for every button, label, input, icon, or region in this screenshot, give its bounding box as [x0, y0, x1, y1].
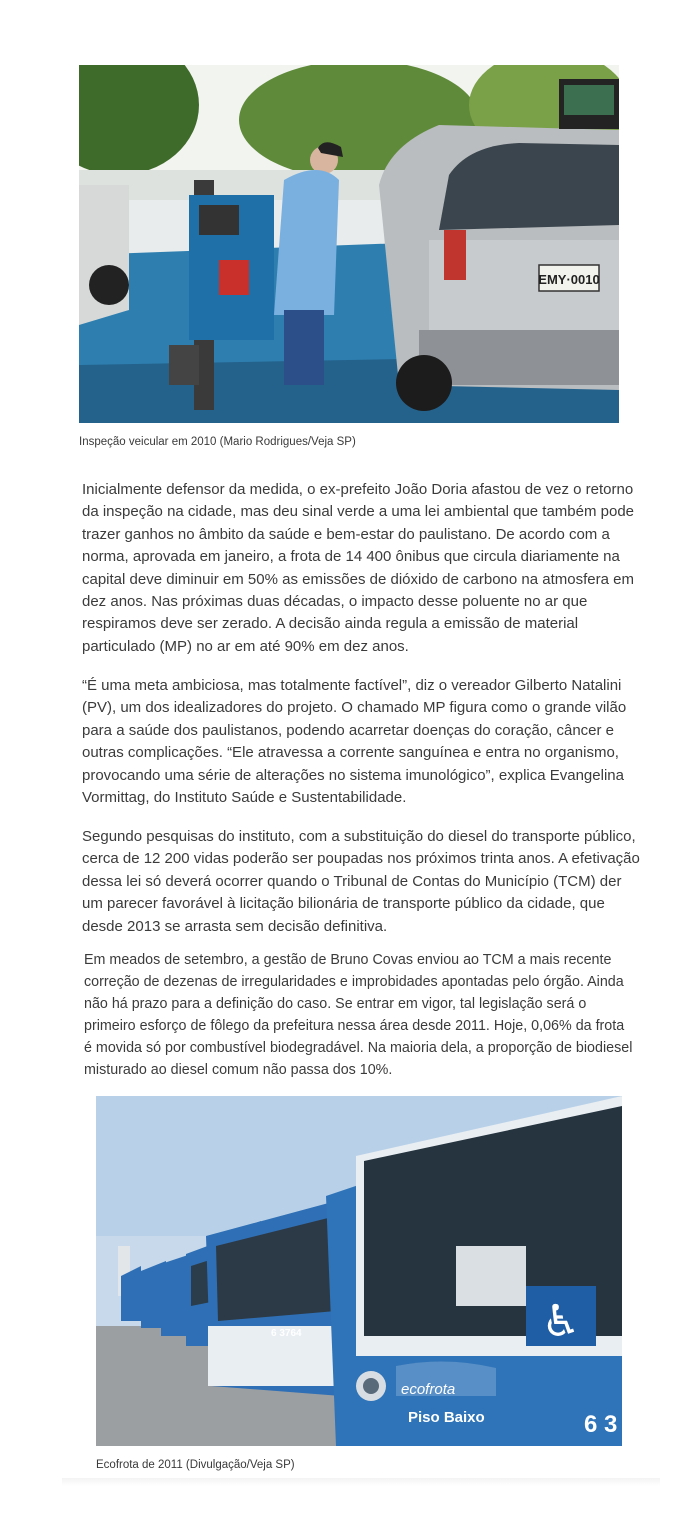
bus-number-text: 6 3764	[271, 1328, 302, 1339]
figure-caption: Inspeção veicular em 2010 (Mario Rodrigues/Veja SP)	[79, 436, 356, 448]
content-card-bottom-edge	[62, 1478, 660, 1486]
article-paragraph: Segundo pesquisas do instituto, com a substituição do diesel do transporte público, cerca de 12 200 vidas poderão ser poupadas nos próximos trinta anos. A efetivação dessa lei só deverá ocorrer quando o Tribunal de Contas do Município (TCM) der um parecer favorável à licitação bilionária de transporte público da cidade, que desde 2013 se arrasta sem decisão definitiva.	[82, 828, 640, 935]
ecofrota-buses-photo	[96, 1096, 622, 1446]
piso-baixo-text: Piso Baixo	[408, 1409, 485, 1426]
article-paragraph: Em meados de setembro, a gestão de Bruno Covas enviou ao TCM a mais recente correção de dezenas de irregularidades e improbidades apontadas pelo órgão. Ainda não há prazo para a definição do caso. Se entrar em vigor, tal legislação será o primeiro esforço de fôlego da prefeitura nessa área desde 2011. Hoje, 0,06% da frota é movida só por combustível biodegradável. Na maioria dela, a proporção de biodiesel misturado ao diesel comum não passa dos 10%.	[84, 952, 633, 1078]
article-paragraph: Inicialmente defensor da medida, o ex-prefeito João Doria afastou de vez o retorno da inspeção na cidade, mas deu sinal verde a uma lei ambiental que também pode trazer ganhos no âmbito da saúde e bem-estar do paulistano. De acordo com a norma, aprovada em janeiro, a frota de 14 400 ônibus que circula diariamente na capital deve diminuir em 50% as emissões de dióxido de carbono na atmosfera em dez anos. Nas próximas duas décadas, o impacto desse poluente no ar que respiramos deve ser zerado. A decisão ainda regula a emissão de material particulado (MP) no ar em até 90% em dez anos.	[82, 481, 635, 655]
front-number-text: 6 3	[584, 1411, 618, 1438]
ecofrota-logo-text: ecofrota	[401, 1381, 456, 1398]
article-paragraph: “É uma meta ambiciosa, mas totalmente factível”, diz o vereador Gilberto Natalini (PV), um dos idealizadores do projeto. O chamado MP figura como o grande vilão para a saúde dos paulistanos, podendo acarretar doenças do coração, câncer e outras complicações. “Ele atravessa a corrente sanguínea e entra no organismo, provocando uma série de alterações no sistema imunológico”, explica Evangelina Vormittag, do Instituto Saúde e Sustentabilidade.	[82, 677, 627, 807]
figure-caption: Ecofrota de 2011 (Divulgação/Veja SP)	[96, 1459, 295, 1471]
wheelchair-icon: ♿	[541, 1296, 581, 1347]
vehicle-inspection-photo	[79, 65, 619, 423]
license-plate-text: EMY·0010	[538, 272, 600, 287]
